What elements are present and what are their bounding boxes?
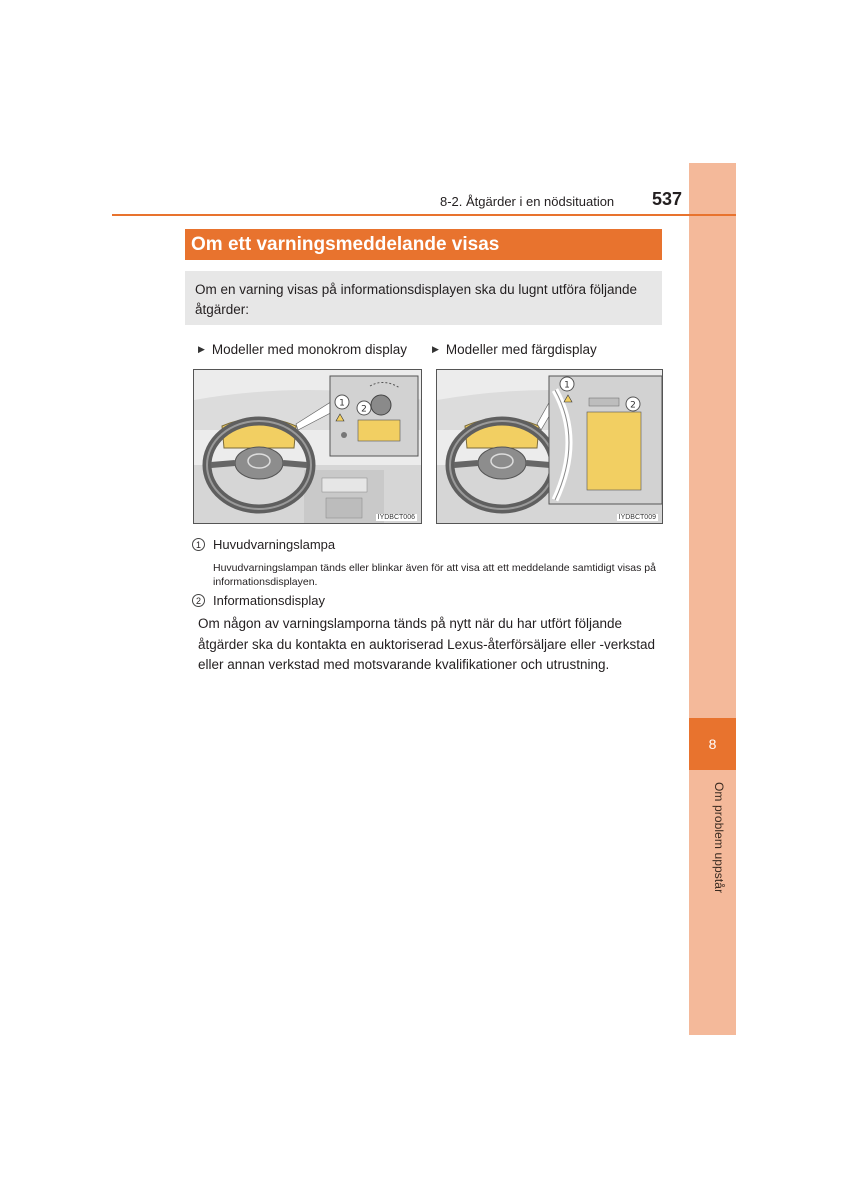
model-label-monochrome	[198, 342, 407, 357]
dashboard-illustration	[437, 370, 663, 524]
intro-box: Om en varning visas på informationsdisplayen ska du lugnt utföra följande åtgärder:	[185, 271, 662, 325]
number-circle-icon: 1	[192, 538, 205, 551]
dashboard-figure-color	[436, 369, 663, 524]
header-section-title: 8-2. Åtgärder i en nödsituation	[440, 194, 615, 209]
legend-label: Huvudvarningslampa	[213, 537, 336, 552]
legend-description: Huvudvarningslampan tänds eller blinkar även för att visa att ett meddelande samtidigt visas på informationsdisplayen.	[213, 562, 656, 588]
svg-text:1: 1	[339, 398, 345, 409]
svg-text:2: 2	[361, 404, 367, 415]
legend-item-1	[192, 537, 335, 552]
legend-item-2	[192, 593, 325, 608]
model-label-text: Modeller med färgdisplay	[445, 342, 597, 357]
dashboard-figure-monochrome	[193, 369, 422, 524]
svg-text:2: 2	[630, 400, 636, 411]
chapter-side-tab	[689, 163, 736, 1035]
model-label-color	[432, 342, 597, 357]
page-number: 537	[652, 189, 683, 209]
body-paragraph: Om någon av varningslamporna tänds på nytt när du har utfört följande åtgärder ska du kontakta en auktoriserad Lexus-återförsäljare eller -verkstad eller annan verkstad med motsvarande kvalifikationer och utrustning.	[198, 616, 655, 672]
figure-code: IYDBCT009	[618, 514, 656, 521]
figure-code: IYDBCT006	[377, 514, 415, 521]
header-rule	[112, 214, 736, 216]
triangle-bullet-icon: ▶	[432, 344, 439, 354]
legend-label: Informationsdisplay	[213, 593, 325, 608]
chapter-title: Om problem uppstår	[712, 782, 726, 894]
number-circle-icon: 2	[192, 594, 205, 607]
dashboard-illustration	[194, 370, 422, 524]
chapter-number: 8	[689, 718, 736, 770]
triangle-bullet-icon: ▶	[198, 344, 205, 354]
section-title: Om ett varningsmeddelande visas	[185, 229, 662, 260]
model-label-text: Modeller med monokrom display	[211, 342, 407, 357]
svg-text:1: 1	[564, 380, 570, 391]
